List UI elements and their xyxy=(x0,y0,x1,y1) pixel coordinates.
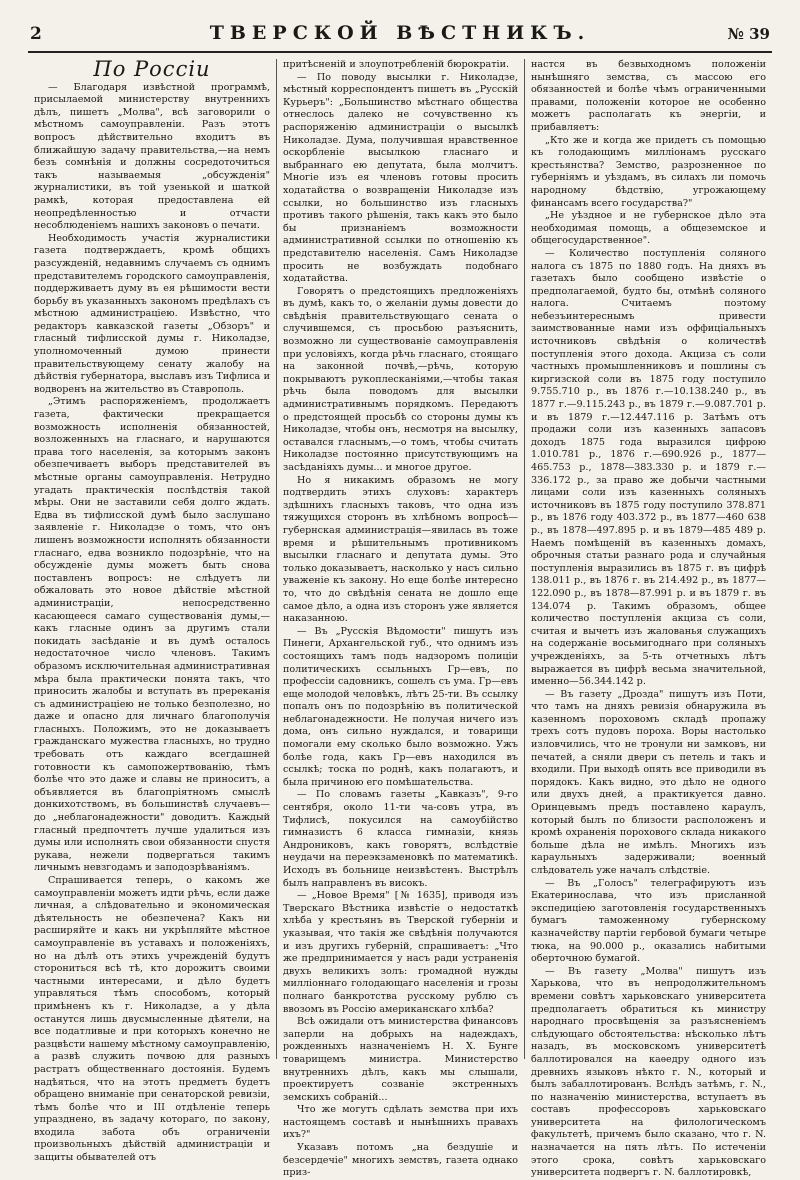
paragraph: — Въ газету „Дрозда" пишутъ изъ Поти, что тамъ на дняхъ ревизія обнаружила въ казенномъ пороховомъ складѣ пропажу трехъ сотъ пудовъ пороха. Воры настолько изловчились, что не тронули ни замковъ, ни печатей, а сняли двери съ петель и такъ и входили. При выходѣ опять все приводили въ порядокъ. Какъ видно, это дѣло не одного или двухъ дней, а практикуется давно. Оринцевымъ предъ поставлено караулъ, который былъ по близости расположенъ и кромѣ охраненія порохового склада никакого больше дѣла не имѣлъ. Многихъ изъ караульныхъ задерживали; военный слѣдователь уже началъ слѣдствіе. xyxy=(531,688,766,876)
paragraph: — Въ „Русскія Вѣдомости" пишутъ изъ Пинеги, Архангельской губ., что однимъ изъ состоящихъ тамъ подъ надзоромъ полиціи политическихъ ссыльныхъ Гр—евъ, по профессіи садовникъ, сошелъ съ ума. Гр—евъ еще молодой человѣкъ, лѣтъ 25-ти. Въ ссылку попалъ онъ по подозрѣнію въ политической неблагонадежности. Не получая ничего изъ дома, онъ сильно нуждался, и товарищи помогали ему сколько было возможно. Ужъ болѣе года, какъ Гр—евъ находился въ ссылкѣ; тоска по роднѣ, какъ полагаютъ, и была причиною его помѣшательства. xyxy=(283,625,518,788)
paragraph: Говорятъ о предстоящихъ предложеніяхъ въ думѣ, какъ то, о желаніи думы довести до свѣдѣнія правительствующаго сената о случившемся, съ просьбою разъяснить, возможно ли существованіе самоуправленія при условіяхъ, когда рѣчь гласнаго, стоящаго на законной почвѣ,—рѣчь, которую покрываютъ рукоплесканіями,—чтобы такая рѣчь была поводомъ для высылки административнымъ порядкомъ. Передаютъ о предстоящей просьбѣ со стороны думы къ Николадзе, чтобы онъ, несмотря на высылку, оставался гласнымъ,—о томъ, чтобы считать Николадзе постоянно присутствующимъ на засѣданіяхъ думы... и многое другое. xyxy=(283,285,518,473)
paragraph: „Кто же и когда же придетъ съ помощью къ голодающимъ милліонамъ русскаго крестьянства? Земство, разрозненное по губерніямъ и уѣздамъ, въ силахъ ли помочь народному бѣдствію, угрожающему финансамъ всего государства?" xyxy=(531,134,766,209)
page-number: 2 xyxy=(30,24,42,44)
article-columns xyxy=(28,57,772,1179)
column-left xyxy=(28,57,276,1164)
section-title: По Россіи xyxy=(93,57,211,81)
paragraph: притѣсненій и злоупотребленій бюрократіи. xyxy=(283,59,510,70)
issue-number: № 39 xyxy=(727,25,770,43)
paragraph: настся въ безвыходномъ положеніи нынѣшняго земства, съ массою его обязанностей и болѣе чѣмъ ограниченными правами, положеніи которое не особенно можетъ располагать къ энергіи, и прибавляетъ: xyxy=(531,59,766,133)
column-right xyxy=(524,59,772,1179)
paragraph: — Въ газету „Молва" пишутъ изъ Харькова, что въ непродолжительномъ времени совѣтъ харьковскаго университета предполагаетъ обратиться къ министру народнаго просвѣщенія за разъясненіемъ слѣдующаго обстоятельства: нѣсколько лѣтъ назадъ, въ московскомъ университетѣ баллотировался на каѳедру одного изъ древнихъ языковъ нѣкто г. N., который и былъ забаллотированъ. Вслѣдъ затѣмъ, г. N., по назначенію министерства, вступаетъ въ составъ профессоровъ харьковскаго университета на филологическомъ факультетѣ, причемъ было сказано, что г. N. назначается на пять лѣтъ. По истеченіи этого срока, совѣтъ харьковскаго университета подвергъ г. N. баллотировкѣ, xyxy=(531,965,766,1179)
paragraph: Но я никакимъ образомъ не могу подтвердить этихъ слуховъ: характеръ здѣшнихъ гласныхъ таковъ, что одна изъ тяжущихся сторонъ въ хлѣбномъ вопросѣ—губернская администрація—явилась въ тоже время и рѣшительнымъ противникомъ высылки гласнаго и депутата думы. Это только доказываетъ, насколько у насъ сильно уваженіе къ закону. Но еще болѣе интересно то, что до свѣдѣнія сената не дошло еще самое дѣло, а одна изъ сторонъ уже является наказанною. xyxy=(283,474,518,625)
paragraph: Спрашивается теперь, о какомъ же самоуправленіи можетъ идти рѣчь, если даже личная, а слѣдовательно и экономическая дѣятельность не обезпечена? Какъ ни расширяйте и какъ ни укрѣпляйте мѣстное самоуправленіе въ уставахъ и положеніяхъ, но на дѣлѣ отъ этихъ учрежденій будутъ сторониться всѣ тѣ, кто дорожитъ своими частными интересами, и дѣло будетъ управляться тѣмъ способомъ, который примѣненъ къ г. Николадзе, а у дѣла останутся лишь двусмысленные дѣятели, на все податливые и при которыхъ конечно не разцвѣсти нашему мѣстному самоуправленію, а развѣ служить почвою для разныхъ растратъ общественнаго достоянія. Будемъ надѣяться, что на этотъ предметъ будетъ обращено вниманіе при сенаторской ревизіи, тѣмъ болѣе что и III отдѣленіе теперь упразднено, въ задачу котораго, по закону, входила забота объ ограниченіи произвольныхъ дѣйствій администраціи и защиты обывателей отъ xyxy=(34,875,270,1164)
paragraph: Всѣ ожидали отъ министерства финансовъ заперли на добрыхъ на надеждахъ, рожденныхъ назначеніемъ Н. Х. Бунге товарищемъ министра. Министерство внутреннихъ дѣлъ, какъ мы слышали, проектируетъ созваніе экстренныхъ земскихъ собраній... xyxy=(283,1016,518,1103)
paragraph: — По словамъ газеты „Кавказъ", 9-го сентября, около 11-ти ча-совъ утра, въ Тифлисѣ, покусился на самоубійство гимназистъ 6 класса гимназіи, князь Андрониковъ, какъ говорятъ, вслѣдствіе неудачи на переэкзаменовкѣ по математикѣ. Исходъ въ больнице неизвѣстенъ. Выстрѣлъ былъ направленъ въ високъ. xyxy=(283,789,518,889)
paragraph: „Не уѣздное и не губернское дѣло эта необходимая помощь, а общеземское и общегосударственное". xyxy=(531,210,766,247)
paragraph: Указавъ потомъ „на бездушіе и безсердечіе" многихъ земствъ, газета однако приз- xyxy=(283,1142,518,1179)
paragraph: — Количество поступленія соляного налога съ 1875 по 1880 годъ. На дняхъ въ газетахъ было сообщено извѣстіе о предполагаемой, будто бы, отмѣнѣ соляного налога. Считаемъ поэтому небезъинтереснымъ привести заимствованные нами изъ оффиціальныхъ источниковъ свѣдѣнія о количествѣ поступленія этого дохода. Акциза съ соли частныхъ промышленниковъ и пошлины съ киргизской соли въ 1875 году поступило 9.755.710 р., въ 1876 г.—10.138.240 р., въ 1877 г.—9.115.243 р., въ 1879 г.—9.087.701 р. и въ 1879 г.—12.447.116 р. Затѣмъ отъ продажи соли изъ казенныхъ запасовъ доходъ 1875 года выразился цифрою 1.010.781 р., 1876 г.—690.926 р., 1877—465.753 р., 1878—383.330 р. и 1879 г.—336.172 р., за право же добычи частными лицами соли изъ казенныхъ соляныхъ источниковъ въ 1875 году поступило 378.871 р., въ 1876 году 403.372 р., въ 1877—460 638 р., въ 1878—497.895 р. и въ 1879—485 489 р. Наемъ помѣщеній въ казенныхъ домахъ, оброчныя статьи разнаго рода и случайныя поступленія выразились въ 1875 г. въ цифрѣ 138.011 р., въ 1876 г. въ 214.492 р., въ 1877—122.090 р., въ 1878—87.991 р. и въ 1879 г. въ 134.074 р. Такимъ образомъ, общее количество поступленія акциза съ соли, считая и вычетъ изъ жалованья служащихъ на содержаніе восьмигоднаго при соляныхъ учрежденіяхъ, за 5-ть отчетныхъ лѣтъ выражается въ цифрѣ весьма значительной, именно—56.344.142 р. xyxy=(531,247,766,688)
paragraph: — По поводу высылки г. Николадзе, мѣстный корреспондентъ пишетъ въ „Русскій Курьеръ": „Большинство мѣстнаго общества отнеслось далеко не сочувственно къ распоряженію администраціи о высылкѣ Николадзе. Дума, получившая нравственное оскорбленіе высылкою гласнаго и выбраннаго ею депутата, была молчитъ. Многіе изъ ея членовъ готовы просить ходатайства о возвращеніи Николадзе изъ ссылки, но большинство изъ гласныхъ противъ такого рѣшенія, такъ какъ это было бы признаніемъ возможности административной ссылки по отношенію къ представителю населенія. Самъ Николадзе просить не возбуждать подобнаго ходатайства. xyxy=(283,71,518,285)
paragraph: Что же могутъ сдѣлать земства при ихъ настоящемъ составѣ и нынѣшнихъ правахъ ихъ?" xyxy=(283,1104,518,1141)
paragraph: Необходимость участія журналистики газета подтверждаетъ, кромѣ общихъ разсужденій, недавнимъ случаемъ съ однимъ представителемъ городского самоуправленія, поддерживаетъ думу въ ея рѣшимости вести борьбу въ указанныхъ закономъ предѣлахъ съ мѣстною администраціею. Извѣстно, что редакторъ кавказской газеты „Обзоръ" и гласный тифлисской думы г. Николадзе, уполномоченный думою принести правительствующему сенату жалобу на дѣйствія губернатора, выславъ изъ Тифлиса и водворенъ на жительство въ Ставрополь. xyxy=(34,232,270,395)
paragraph: — „Новое Время" [№ 1635], приводя изъ Тверскаго Вѣстника извѣстіе о недостаткѣ хлѣба у крестьянъ въ Тверской губерніи и указывая, что такія же свѣдѣнія получаются и изъ другихъ губерній, спрашиваетъ: „Что же предпринимается у насъ ради устраненія двухъ великихъ золъ: громадной нужды милліоннаго голодающаго населенія и грозы полнаго банкротства русскому рублю съ ввозомъ въ Россію американскаго хлѣба? xyxy=(283,890,518,1015)
paragraph: — Благодаря извѣстной программѣ, присылаемой министерству внутреннихъ дѣлъ, пишетъ „Молва", всѣ заговорили о мѣстномъ самоуправленіи. Разъ этотъ вопросъ дѣйствительно входитъ въ ближайшую задачу правительства,—на немъ безъ сомнѣнія и должны сосредоточиться такъ называемыя „обсужденія" журналистики, въ той узенькой и шаткой рамкѣ, которая предоставлена ей неопредѣленностью и отчасти несоблюденіемъ нашихъ законовъ о печати. xyxy=(34,81,270,232)
column-middle xyxy=(276,59,524,1179)
masthead xyxy=(28,22,772,53)
paragraph: „Этимъ распоряженіемъ, продолжаетъ газета, фактически прекращается возможность исполненія обязанностей, возложенныхъ на гласнаго, и нарушаются права того населенія, за которымъ законъ обезпечиваетъ выборъ представителей въ мѣстные органы самоуправленія. Нетрудно угадать практическія послѣдствія такой мѣры. Они не заставили себя долго ждать. Едва въ тифлисской думѣ было заслушано заявленіе г. Николадзе о томъ, что онъ лишенъ возможности исполнять обязанности гласнаго, едва возникло подозрѣніе, что на обсужденіе думы можетъ быть снова поставленъ вопросъ: не слѣдуетъ ли обжаловать это новое дѣйствіе мѣстной администраціи, непосредственно касающееся самаго существованія думы,—какъ гласные одинъ за другимъ стали покидать засѣданіе и въ думѣ осталось недостаточное число членовъ. Такимъ образомъ исключительная административная мѣра была практически понята такъ, что приносить жалобы и вступать въ пререканія съ администраціею не только безполезно, но даже и опасно для личнаго благополучія гласныхъ. Положимъ, это не доказываетъ гражданскаго мужества гласныхъ, но трудно требовать отъ каждаго всегдашней готовности къ самопожертвованію, тѣмъ болѣе что это даже и славы не приноситъ, а объявляется въ благопріятномъ смыслѣ донкихотствомъ, въ большинствѣ случаевъ—до „неблагонадежности" доводитъ. Каждый гласный предпочтетъ лучше удалиться изъ думы или исполнять свои обязанности спустя рукава, нежели подвергаться такимъ личнымъ невзгодамъ и заподозрѣваніямъ. xyxy=(34,396,270,874)
paragraph: — Въ „Голосъ" телеграфируютъ изъ Екатеринослава, что изъ присланной экспедиціею заготовленія государственныхъ бумагъ таможенному губернскому казначейству партіи гербовой бумаги четыре тюка, на 90.000 р., оказались набитыми оберточною бумагой. xyxy=(531,877,766,965)
newspaper-title: ТВЕРСКОЙ ВѢСТНИКЪ. xyxy=(209,22,591,44)
